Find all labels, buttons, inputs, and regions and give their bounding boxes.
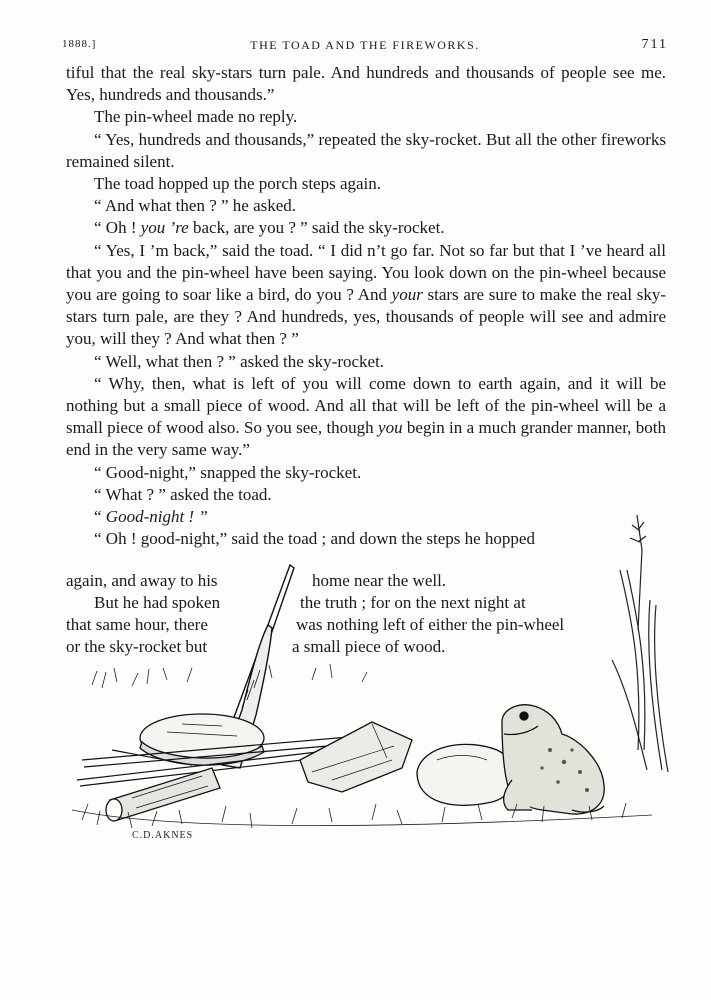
- wrapped-line-left: But he had spoken: [94, 593, 221, 612]
- paragraph: “ Oh ! you ’re back, are you ? ” said the sky-rocket.: [94, 218, 445, 238]
- flat-stone: [300, 722, 412, 792]
- paragraph: “ Oh ! good-night,” said the toad ; and down the steps he hopped: [94, 529, 535, 549]
- paragraph: “ Good-night,” snapped the sky-rocket.: [94, 462, 362, 482]
- header-year: 1888.]: [62, 38, 97, 50]
- paragraph: “ Yes, I ’m back,” said the toad. “ I did n’t go far. Not so far but that I ’ve heard all that you and the pin-wheel have been saying. You look down on the pin-wheel because you are going to soar like a bird, do you ? And your stars are sure to make the real sky-stars turn pale, are they ? And hundreds, yes, thousands of people will see and admire you, will they ? And what then ? ”: [66, 240, 667, 349]
- grass-stalk: [612, 515, 668, 772]
- wrapped-line-right: the truth ; for on the next night at: [300, 593, 526, 612]
- running-header: [62, 38, 668, 54]
- story-text: [66, 62, 666, 550]
- paragraph: “ What ? ” asked the toad.: [94, 484, 272, 504]
- wrapped-line-left: again, and away to his: [66, 571, 218, 590]
- wrapped-line-right: a small piece of wood.: [292, 637, 446, 656]
- pinwheel-disk: [140, 714, 264, 765]
- round-stone: [417, 744, 514, 805]
- paragraph: “ Yes, hundreds and thousands,” repeated the sky-rocket. But all the other fireworks remained silent.: [66, 129, 666, 171]
- artist-signature: C.D.AKNES: [132, 830, 194, 841]
- wrapped-line-right: home near the well.: [312, 571, 447, 590]
- header-title: THE TOAD AND THE FIREWORKS.: [250, 38, 480, 52]
- page-number: 711: [641, 37, 668, 52]
- wrapped-line-left: or the sky-rocket but: [66, 637, 208, 656]
- paragraph: The pin-wheel made no reply.: [94, 107, 298, 127]
- toad: [502, 705, 604, 814]
- paragraph: “ And what then ? ” he asked.: [94, 196, 297, 216]
- paragraph: “ Well, what then ? ” asked the sky-rocket.: [94, 351, 385, 371]
- toad-fireworks-illustration: [72, 510, 672, 845]
- paragraph: tiful that the real sky-stars turn pale. And hundreds and thousands of people see me. Yes, hundreds and thousands.”: [66, 63, 666, 105]
- paragraph: “ Why, then, what is left of you will come down to earth again, and it will be nothing but a small piece of wood. And all that will be left of the pin-wheel will be a small piece of wood also. So you see, though you begin in a much grander manner, both end in the very same way.”: [66, 373, 666, 460]
- wrapped-line-right: was nothing left of either the pin-wheel: [296, 615, 565, 634]
- paragraph: The toad hopped up the porch steps again.: [94, 174, 382, 194]
- wrapped-line-left: that same hour, there: [66, 615, 208, 634]
- paragraph: “ Good-night ! ”: [94, 507, 208, 527]
